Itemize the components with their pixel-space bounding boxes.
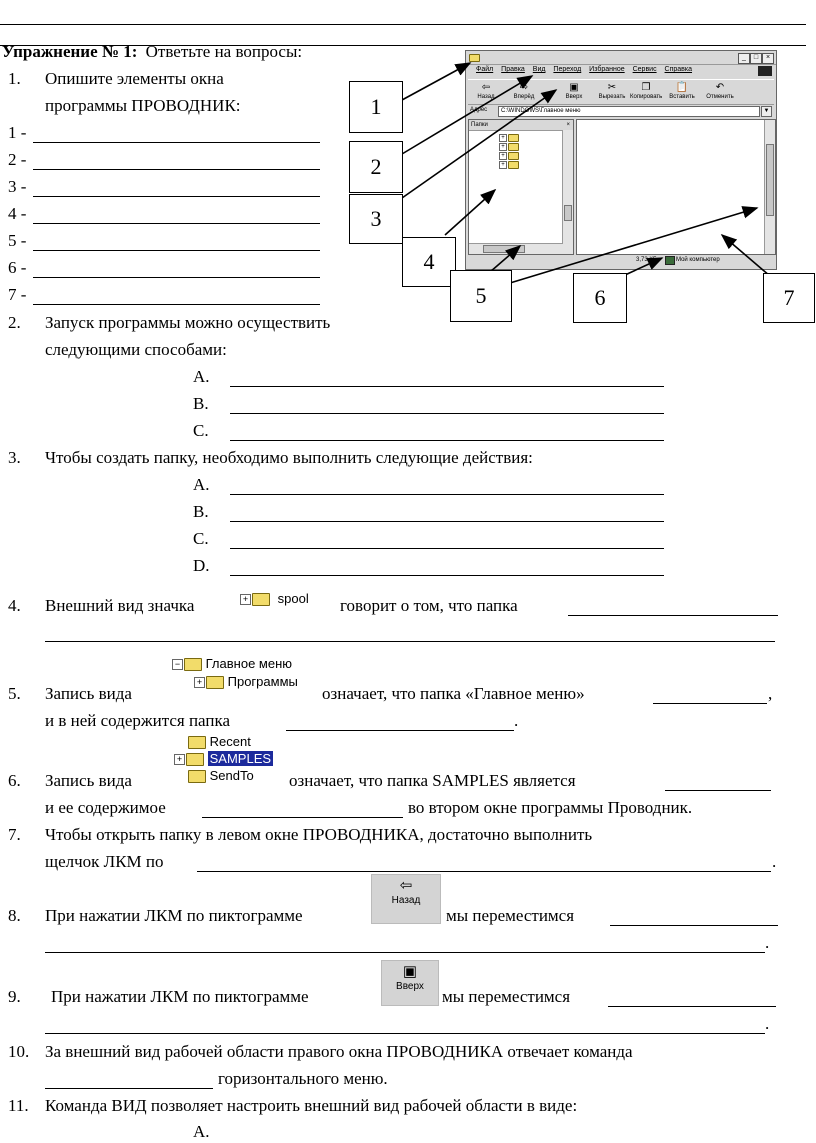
- q6-answer-line-1[interactable]: [665, 790, 771, 791]
- menu-view: Вид: [532, 66, 546, 73]
- maximize-icon: □: [750, 53, 762, 64]
- folder-icon: [188, 736, 206, 749]
- q3-answer-line-a[interactable]: [230, 494, 664, 495]
- q1-item-4: 4 -: [8, 204, 27, 223]
- q3-number: 3.: [8, 448, 21, 467]
- expand-icon: +: [240, 594, 251, 605]
- q2-answer-line-c[interactable]: [230, 440, 664, 441]
- address-label: Адрес: [470, 107, 488, 113]
- q2-option-b: B.: [193, 394, 209, 413]
- tree-node-samples: + SAMPLES: [174, 750, 273, 767]
- q2-line2: следующими способами:: [45, 340, 227, 359]
- q1-item-7: 7 -: [8, 285, 27, 304]
- q3-answer-line-b[interactable]: [230, 521, 664, 522]
- q4-spool-icon-sample: [240, 591, 309, 606]
- expand-icon: +: [194, 677, 205, 688]
- toolbar-copy: ❐ Копировать: [630, 82, 663, 100]
- q2-number: 2.: [8, 313, 21, 332]
- q2-option-c: C.: [193, 421, 209, 440]
- q11-number: 11.: [8, 1096, 29, 1115]
- q9-number: 9.: [8, 987, 21, 1006]
- q11-line1: Команда ВИД позволяет настроить внешний вид рабочей области в виде:: [45, 1096, 578, 1115]
- q3-option-a: A.: [193, 475, 210, 494]
- q6-after: означает, что папка SAMPLES является: [289, 771, 576, 790]
- q1-item-5: 5 -: [8, 231, 27, 250]
- menu-edit: Правка: [501, 66, 525, 73]
- q8-before: При нажатии ЛКМ по пиктограмме: [45, 906, 303, 925]
- q3-option-c: C.: [193, 529, 209, 548]
- q3-answer-line-d[interactable]: [230, 575, 664, 576]
- exercise-title-rest: Ответьте на вопросы:: [145, 42, 303, 61]
- q6-before: Запись вида: [45, 771, 132, 790]
- q9-after: мы переместимся: [442, 987, 571, 1006]
- q4-number: 4.: [8, 596, 21, 615]
- folder-icon: [184, 658, 202, 671]
- expand-icon: +: [174, 754, 185, 765]
- minimize-icon: _: [738, 53, 750, 64]
- q10-number: 10.: [8, 1042, 30, 1061]
- close-icon: ×: [762, 53, 774, 64]
- q2-answer-line-b[interactable]: [230, 413, 664, 414]
- up-button-label: Вверх: [396, 981, 424, 992]
- up-folder-icon: ▣: [569, 82, 579, 93]
- q4-before: Внешний вид значка: [45, 596, 195, 615]
- q5-answer-line-1[interactable]: [653, 703, 767, 704]
- q7-number: 7.: [8, 825, 21, 844]
- expand-icon: +: [499, 143, 507, 151]
- q4-answer-line-1[interactable]: [568, 615, 778, 616]
- status-size: 3,73 КБ: [636, 257, 657, 263]
- forward-arrow-icon: ⇨: [519, 82, 529, 93]
- paste-icon: 📋: [675, 82, 689, 93]
- folder-icon: [188, 770, 206, 783]
- q3-answer-line-c[interactable]: [230, 548, 664, 549]
- callout-box-3: 3: [349, 194, 403, 244]
- arrow-4: [445, 190, 495, 235]
- callout-box-5: 5: [450, 270, 512, 322]
- q1-item-1: 1 -: [8, 123, 27, 142]
- toolbar-paste: 📋 Вставить: [666, 82, 698, 100]
- expand-icon: +: [499, 134, 507, 142]
- q7-line1: Чтобы открыть папку в левом окне ПРОВОДНИКА, достаточно выполнить: [45, 825, 593, 844]
- programs-folder-icon: [206, 676, 224, 689]
- expand-icon: +: [499, 161, 507, 169]
- q1-line2: программы ПРОВОДНИК:: [45, 96, 241, 115]
- arrow-7: [722, 235, 770, 276]
- q5-comma: ,: [768, 684, 773, 703]
- q5-line2: и в ней содержится папка: [45, 711, 231, 730]
- status-location: Мой компьютер: [676, 257, 720, 263]
- address-field: C:\WINDOWS\Главное меню: [498, 106, 760, 117]
- back-arrow-icon: ⇦: [399, 877, 413, 894]
- q3-option-d: D.: [193, 556, 210, 575]
- arrow-2: [402, 76, 532, 154]
- menu-go: Переход: [553, 66, 582, 73]
- q10-line1: За внешний вид рабочей области правого окна ПРОВОДНИКА отвечает команда: [45, 1042, 633, 1061]
- menu-favorites: Избранное: [589, 66, 625, 73]
- back-button-image: [371, 874, 441, 924]
- expand-icon: +: [499, 152, 507, 160]
- tree-node-main-menu: − Главное меню: [172, 655, 298, 673]
- toolbar-undo: ↶ Отменить: [704, 82, 736, 100]
- toolbar-cut: ✂ Вырезать: [596, 82, 628, 100]
- q9-answer-line-2[interactable]: [45, 1033, 765, 1034]
- q2-answer-line-a[interactable]: [230, 386, 664, 387]
- q3-text: Чтобы создать папку, необходимо выполнить следующие действия:: [45, 448, 533, 467]
- tree-node-programs: + Программы: [194, 673, 298, 691]
- q5-before: Запись вида: [45, 684, 132, 703]
- q11-option-a: A.: [193, 1122, 210, 1141]
- up-button-image: [381, 960, 439, 1006]
- folder-icon: [252, 593, 270, 606]
- collapse-icon: −: [172, 659, 183, 670]
- q10-line2: горизонтального меню.: [218, 1069, 388, 1088]
- q1-item-6: 6 -: [8, 258, 27, 277]
- q5-number: 5.: [8, 684, 21, 703]
- q1-line1: Опишите элементы окна: [45, 69, 224, 88]
- close-icon: ×: [566, 122, 570, 128]
- folder-panel-title: Папки: [471, 122, 488, 128]
- q8-end: .: [765, 933, 770, 952]
- q7-answer-line[interactable]: [197, 871, 771, 872]
- menu-file: Файл: [476, 66, 494, 73]
- back-button-label: Назад: [391, 895, 421, 906]
- q10-answer-line[interactable]: [45, 1088, 213, 1089]
- q7-line2: щелчок ЛКМ по: [45, 852, 164, 871]
- q8-answer-line-1[interactable]: [610, 925, 778, 926]
- arrow-1: [402, 63, 470, 100]
- callout-box-6: 6: [573, 273, 627, 323]
- q4-after: говорит о том, что папка: [340, 596, 518, 615]
- undo-icon: ↶: [715, 82, 725, 93]
- callout-box-2: 2: [349, 141, 403, 193]
- callout-box-4: 4: [402, 237, 456, 287]
- menu-help: Справка: [664, 66, 693, 73]
- q7-end: .: [772, 852, 777, 871]
- q2-option-a: A.: [193, 367, 210, 386]
- q1-number: 1.: [8, 69, 21, 88]
- q6-line2a: и ее содержимое: [45, 798, 166, 817]
- arrow-3: [402, 90, 556, 198]
- q1-item-3: 3 -: [8, 177, 27, 196]
- tree-node-recent: Recent: [188, 733, 273, 750]
- q3-option-b: B.: [193, 502, 209, 521]
- toolbar-forward: ⇨ Вперёд: [508, 82, 540, 100]
- exercise-title-bold: Упражнение № 1:: [2, 42, 138, 61]
- menu-tools: Сервис: [632, 66, 657, 73]
- up-folder-icon: ▣: [402, 963, 418, 980]
- callout-box-1: 1: [349, 81, 403, 133]
- q1-item-2: 2 -: [8, 150, 27, 169]
- q6-number: 6.: [8, 771, 21, 790]
- q5-tree-sample: [172, 655, 298, 691]
- q9-end: .: [765, 1014, 770, 1033]
- q5-answer-line-2[interactable]: [286, 730, 514, 731]
- q6-tree-sample: [174, 733, 273, 784]
- q2-line1: Запуск программы можно осуществить: [45, 313, 331, 332]
- arrow-5: [490, 246, 520, 272]
- q4-answer-line-2[interactable]: [45, 641, 775, 642]
- q6-line2b: во втором окне программы Проводник.: [408, 798, 693, 817]
- scissors-icon: ✂: [607, 82, 617, 93]
- callout-box-7: 7: [763, 273, 815, 323]
- q6-answer-line-2[interactable]: [202, 817, 403, 818]
- q9-before: При нажатии ЛКМ по пиктограмме: [51, 987, 309, 1006]
- arrow-6: [625, 258, 662, 275]
- spool-label: spool: [277, 591, 309, 606]
- open-folder-icon: [186, 753, 204, 766]
- tree-node-sendto: SendTo: [188, 767, 273, 784]
- q5-after: означает, что папка «Главное меню»: [322, 684, 585, 703]
- q8-after: мы переместимся: [446, 906, 575, 925]
- q8-number: 8.: [8, 906, 21, 925]
- copy-icon: ❐: [641, 82, 651, 93]
- q5-end: .: [514, 711, 519, 730]
- q9-answer-line-1[interactable]: [608, 1006, 776, 1007]
- back-arrow-icon: ⇦: [481, 82, 491, 93]
- chevron-down-icon: ▼: [761, 106, 772, 117]
- q8-answer-line-2[interactable]: [45, 952, 765, 953]
- toolbar-back: ⇦ Назад: [470, 82, 502, 100]
- toolbar-up: ▣ Вверх: [558, 82, 590, 100]
